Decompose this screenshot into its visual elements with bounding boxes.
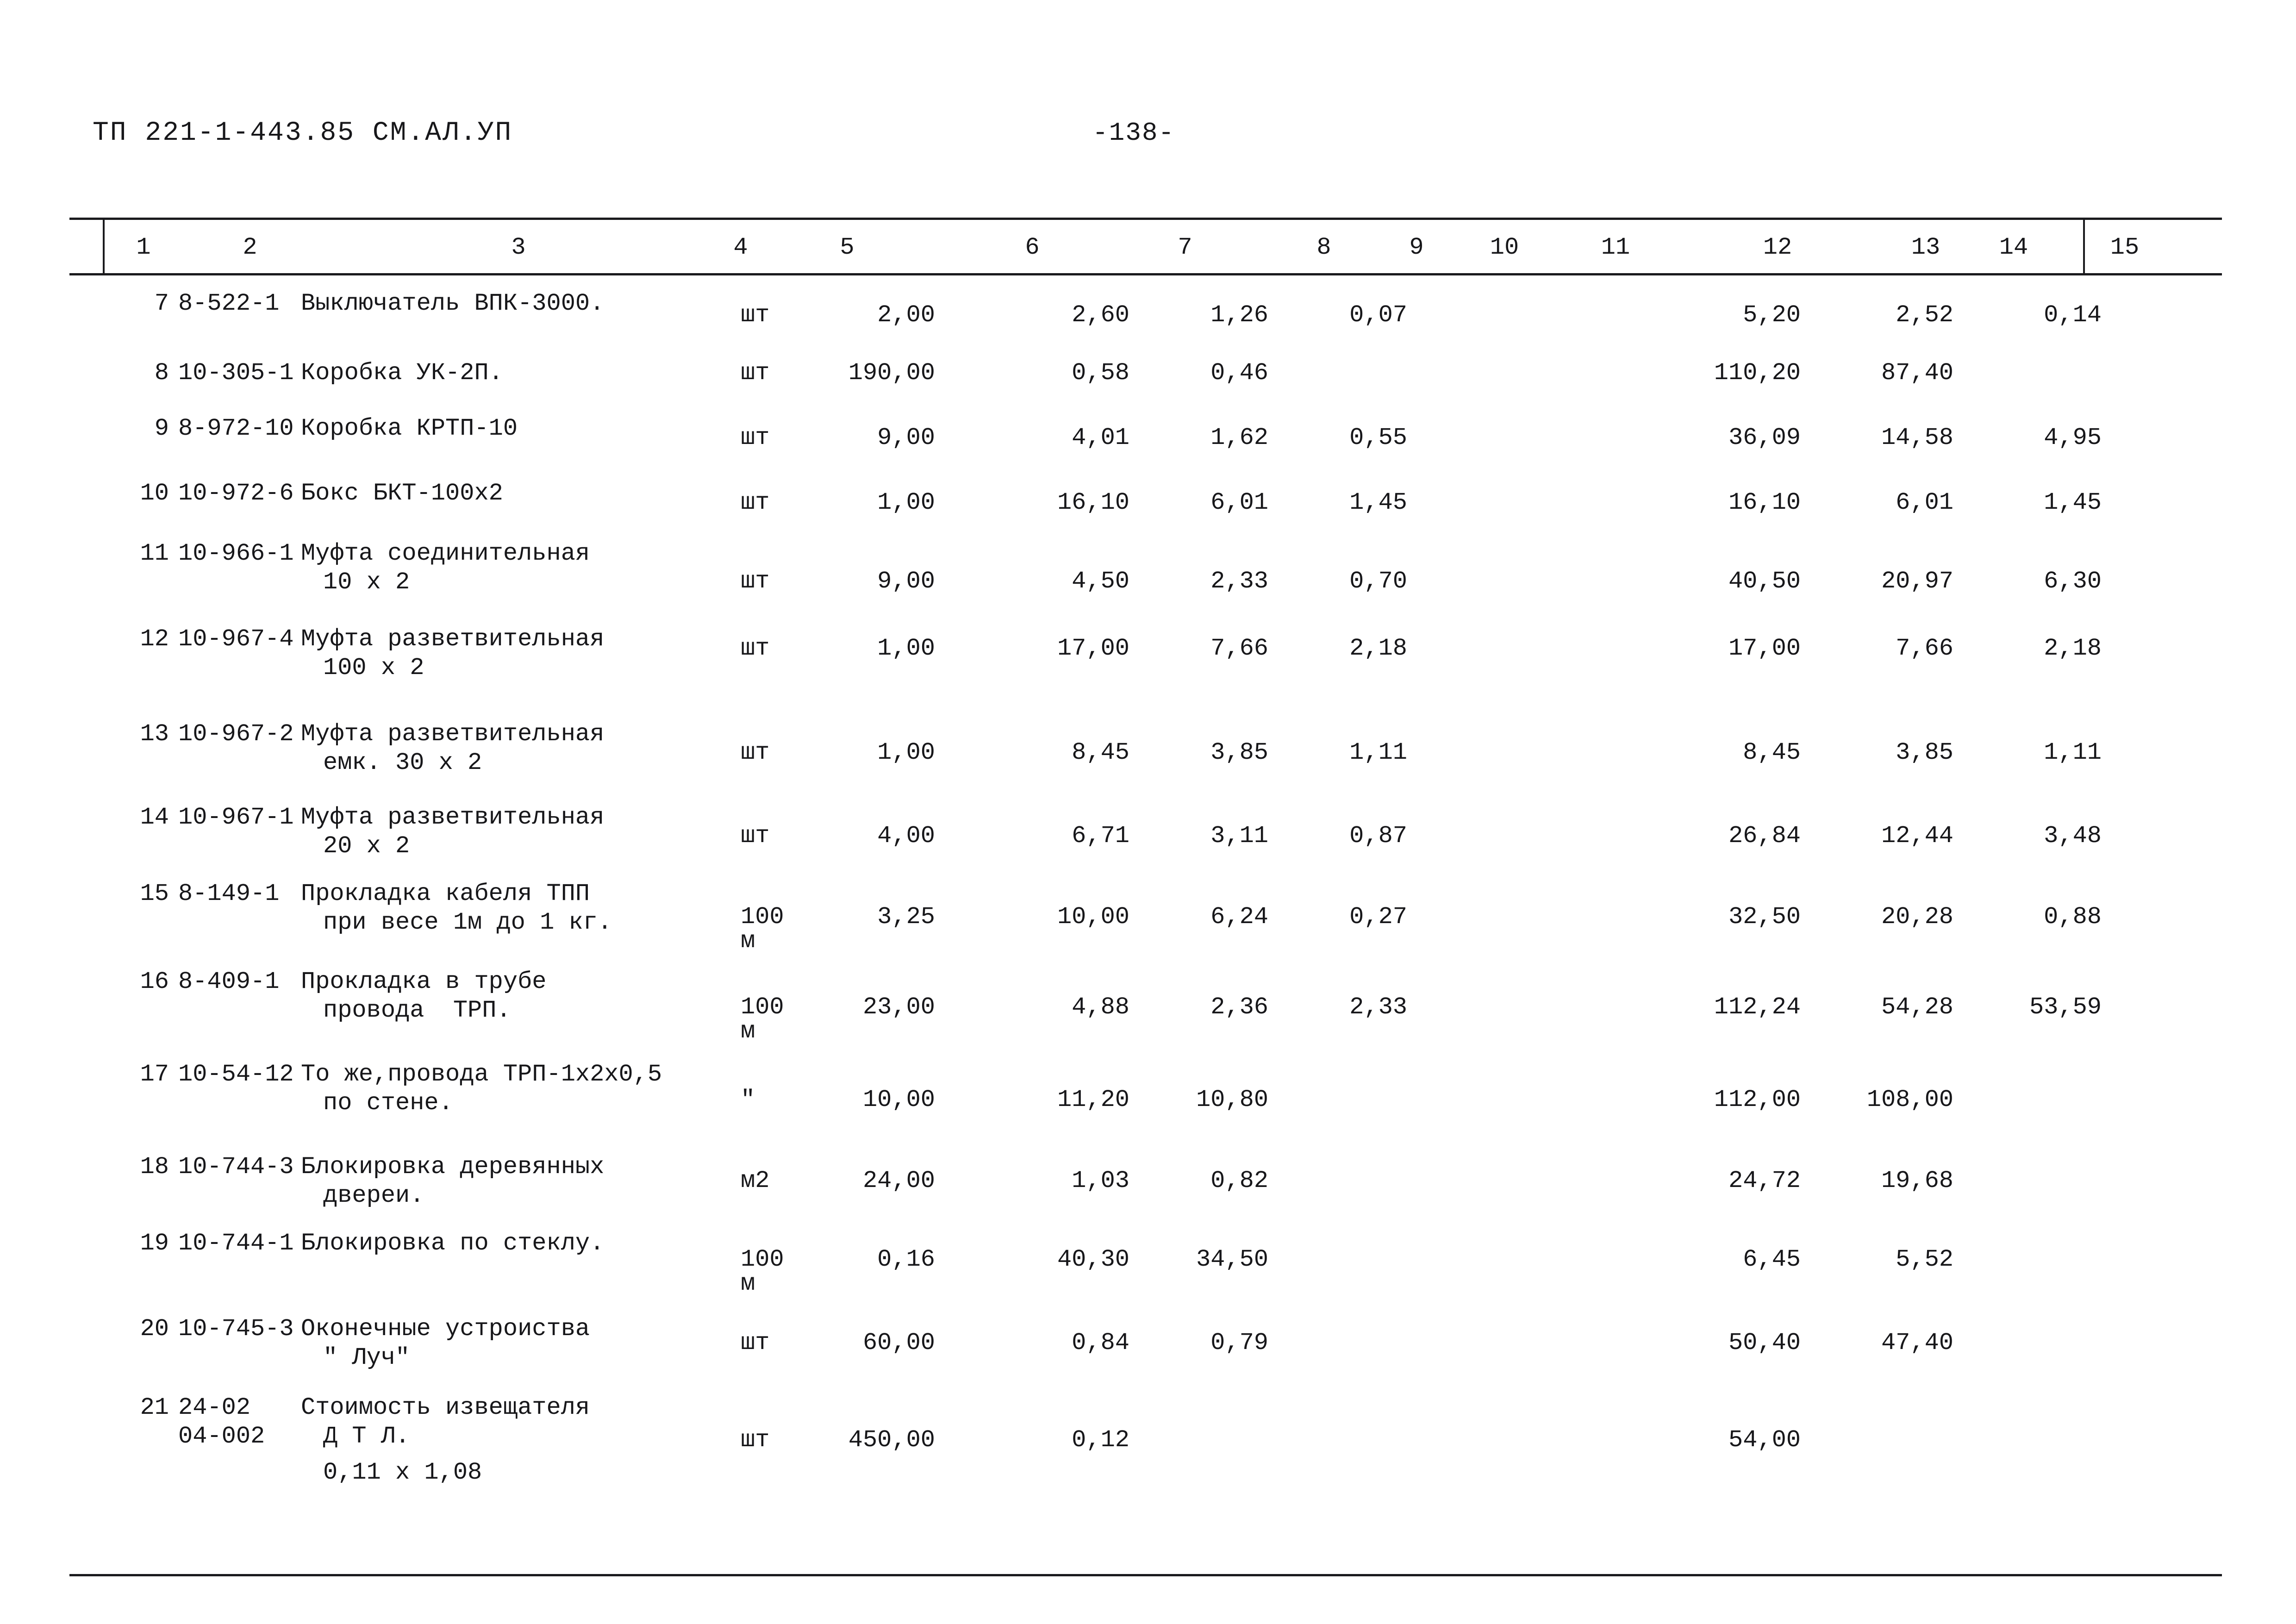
row-name: Блокировка по стеклу.	[301, 1230, 605, 1257]
row-code: 10-305-1	[178, 359, 294, 387]
table-left-divider	[103, 218, 105, 275]
row-number: 17	[140, 1061, 169, 1088]
row-code: 10-744-1	[178, 1230, 294, 1257]
row-value-col8: 0,70	[1349, 568, 1407, 595]
column-number-15: 15	[2110, 234, 2140, 261]
row-value-col14: 53,59	[2029, 993, 2102, 1021]
row-value-col13: 87,40	[1881, 359, 1953, 387]
row-name-line2: 20 х 2	[323, 832, 410, 860]
column-number-12: 12	[1763, 234, 1792, 261]
column-number-8: 8	[1316, 234, 1331, 261]
table-bottom-rule	[69, 1574, 2222, 1576]
row-value-col8: 2,33	[1349, 993, 1407, 1021]
row-value-col7: 0,82	[1210, 1167, 1268, 1194]
row-value-col8: 2,18	[1349, 635, 1407, 662]
row-value-col13: 14,58	[1881, 424, 1953, 451]
row-name-line2: при весе 1м до 1 кг.	[323, 909, 612, 936]
row-value-col14: 6,30	[2044, 568, 2102, 595]
row-quantity: 2,00	[877, 301, 935, 329]
row-quantity: 450,00	[848, 1426, 935, 1454]
row-value-col12: 112,24	[1714, 993, 1801, 1021]
row-value-col6: 2,60	[1072, 301, 1129, 329]
row-unit: шт	[741, 1329, 770, 1356]
row-code-line2: 04-002	[178, 1423, 265, 1450]
row-value-col14: 2,18	[2044, 635, 2102, 662]
row-value-col8: 1,45	[1349, 489, 1407, 516]
row-number: 10	[140, 480, 169, 507]
row-quantity: 9,00	[877, 424, 935, 451]
row-value-col13: 20,28	[1881, 903, 1953, 931]
row-value-col6: 6,71	[1072, 822, 1129, 849]
row-value-col6: 0,84	[1072, 1329, 1129, 1356]
row-value-col14: 4,95	[2044, 424, 2102, 451]
row-value-col7: 1,62	[1210, 424, 1268, 451]
row-unit: шт	[741, 568, 770, 595]
row-name: Оконечные устроиства	[301, 1315, 590, 1343]
row-quantity: 1,00	[877, 489, 935, 516]
row-value-col6: 11,20	[1057, 1086, 1129, 1113]
row-code: 10-967-1	[178, 804, 294, 831]
row-quantity: 24,00	[862, 1167, 935, 1194]
row-quantity: 1,00	[877, 635, 935, 662]
row-value-col14: 0,14	[2044, 301, 2102, 329]
row-value-col7: 0,46	[1210, 359, 1268, 387]
row-value-col14: 1,11	[2044, 739, 2102, 766]
row-value-col7: 3,85	[1210, 739, 1268, 766]
row-number: 8	[154, 359, 169, 387]
row-value-col7: 0,79	[1210, 1329, 1268, 1356]
row-name: Муфта разветвительная	[301, 720, 605, 748]
row-number: 12	[140, 625, 169, 653]
row-code: 8-972-10	[178, 415, 294, 442]
column-number-5: 5	[840, 234, 855, 261]
row-number: 18	[140, 1153, 169, 1181]
row-value-col7: 6,24	[1210, 903, 1268, 931]
row-value-col12: 17,00	[1728, 635, 1801, 662]
row-value-col8: 0,07	[1349, 301, 1407, 329]
row-value-col12: 26,84	[1728, 822, 1801, 849]
row-code: 10-745-3	[178, 1315, 294, 1343]
row-name-line2: двереи.	[323, 1182, 424, 1209]
row-value-col14: 0,88	[2044, 903, 2102, 931]
row-code: 10-967-4	[178, 625, 294, 653]
row-name: Блокировка деревянных	[301, 1153, 605, 1181]
column-number-13: 13	[1911, 234, 1940, 261]
row-value-col8: 0,55	[1349, 424, 1407, 451]
column-number-6: 6	[1025, 234, 1040, 261]
row-value-col7: 1,26	[1210, 301, 1268, 329]
row-value-col12: 110,20	[1714, 359, 1801, 387]
row-name: Стоимость извещателя	[301, 1394, 590, 1421]
row-value-col6: 4,50	[1072, 568, 1129, 595]
row-value-col13: 7,66	[1896, 635, 1953, 662]
row-value-col12: 50,40	[1728, 1329, 1801, 1356]
row-quantity: 0,16	[877, 1246, 935, 1273]
row-number: 15	[140, 880, 169, 907]
table-top-rule	[69, 218, 2222, 220]
column-number-7: 7	[1178, 234, 1192, 261]
row-number: 20	[140, 1315, 169, 1343]
row-code: 10-744-3	[178, 1153, 294, 1181]
row-value-col13: 6,01	[1896, 489, 1953, 516]
row-name: Коробка КРТП-10	[301, 415, 518, 442]
row-value-col12: 16,10	[1728, 489, 1801, 516]
row-unit: шт	[741, 424, 770, 451]
row-name: Бокс БКТ-100х2	[301, 480, 503, 507]
row-value-col6: 10,00	[1057, 903, 1129, 931]
row-unit: 100	[741, 1246, 784, 1273]
row-value-col6: 4,88	[1072, 993, 1129, 1021]
row-value-col13: 19,68	[1881, 1167, 1953, 1194]
row-number: 21	[140, 1394, 169, 1421]
row-value-col13: 5,52	[1896, 1246, 1953, 1273]
row-name: Прокладка в трубе	[301, 968, 547, 995]
column-number-11: 11	[1601, 234, 1630, 261]
row-value-col8: 0,87	[1349, 822, 1407, 849]
row-quantity: 1,00	[877, 739, 935, 766]
row-value-col7: 10,80	[1196, 1086, 1268, 1113]
row-name-line2: Д Т Л.	[323, 1423, 410, 1450]
document-code: ТП 221-1-443.85 СМ.АЛ.УП	[93, 118, 513, 148]
row-quantity: 3,25	[877, 903, 935, 931]
row-value-col12: 6,45	[1743, 1246, 1801, 1273]
row-value-col13: 54,28	[1881, 993, 1953, 1021]
row-number: 19	[140, 1230, 169, 1257]
row-value-col6: 16,10	[1057, 489, 1129, 516]
row-code: 10-966-1	[178, 540, 294, 567]
row-value-col7: 34,50	[1196, 1246, 1268, 1273]
row-quantity: 190,00	[848, 359, 935, 387]
row-name-line2: 10 х 2	[323, 568, 410, 596]
row-quantity: 60,00	[862, 1329, 935, 1356]
row-value-col7: 2,33	[1210, 568, 1268, 595]
row-unit: "	[741, 1086, 755, 1113]
row-value-col6: 40,30	[1057, 1246, 1129, 1273]
row-value-col8: 0,27	[1349, 903, 1407, 931]
row-value-col7: 7,66	[1210, 635, 1268, 662]
row-value-col6: 8,45	[1072, 739, 1129, 766]
row-value-col13: 47,40	[1881, 1329, 1953, 1356]
row-value-col14: 1,45	[2044, 489, 2102, 516]
column-number-4: 4	[733, 234, 748, 261]
column-number-14: 14	[1999, 234, 2028, 261]
row-value-col7: 3,11	[1210, 822, 1268, 849]
row-value-col6: 4,01	[1072, 424, 1129, 451]
row-unit: м2	[741, 1167, 770, 1194]
row-name: Муфта соединительная	[301, 540, 590, 567]
row-value-col14: 3,48	[2044, 822, 2102, 849]
column-number-2: 2	[243, 234, 257, 261]
row-quantity: 4,00	[877, 822, 935, 849]
row-name-line2: 100 х 2	[323, 654, 424, 681]
row-name: Муфта разветвительная	[301, 625, 605, 653]
row-value-col12: 32,50	[1728, 903, 1801, 931]
row-unit-line2: м	[741, 1270, 755, 1297]
row-number: 9	[154, 415, 169, 442]
row-quantity: 23,00	[862, 993, 935, 1021]
row-value-col7: 6,01	[1210, 489, 1268, 516]
row-name-line3: 0,11 х 1,08	[323, 1459, 482, 1486]
row-unit: шт	[741, 359, 770, 387]
row-code: 10-967-2	[178, 720, 294, 748]
row-value-col13: 12,44	[1881, 822, 1953, 849]
row-code: 10-54-12	[178, 1061, 294, 1088]
row-unit: шт	[741, 635, 770, 662]
row-value-col6: 0,58	[1072, 359, 1129, 387]
row-value-col12: 112,00	[1714, 1086, 1801, 1113]
row-unit: 100	[741, 993, 784, 1021]
row-value-col13: 2,52	[1896, 301, 1953, 329]
column-number-1: 1	[136, 234, 151, 261]
row-unit: шт	[741, 489, 770, 516]
row-name: Коробка УК-2П.	[301, 359, 503, 387]
row-name-line2: емк. 30 х 2	[323, 749, 482, 776]
row-value-col12: 40,50	[1728, 568, 1801, 595]
row-value-col8: 1,11	[1349, 739, 1407, 766]
row-code: 8-409-1	[178, 968, 280, 995]
row-value-col13: 3,85	[1896, 739, 1953, 766]
row-name: То же,провода ТРП-1х2х0,5	[301, 1061, 662, 1088]
row-quantity: 10,00	[862, 1086, 935, 1113]
row-value-col6: 17,00	[1057, 635, 1129, 662]
row-number: 11	[140, 540, 169, 567]
row-number: 13	[140, 720, 169, 748]
row-unit-line2: м	[741, 927, 755, 955]
column-number-9: 9	[1409, 234, 1424, 261]
row-quantity: 9,00	[877, 568, 935, 595]
row-value-col6: 1,03	[1072, 1167, 1129, 1194]
row-code: 10-972-6	[178, 480, 294, 507]
row-name-line2: по стене.	[323, 1089, 453, 1117]
row-value-col12: 36,09	[1728, 424, 1801, 451]
row-value-col12: 5,20	[1743, 301, 1801, 329]
row-unit: шт	[741, 301, 770, 329]
row-name: Прокладка кабеля ТПП	[301, 880, 590, 907]
row-value-col12: 8,45	[1743, 739, 1801, 766]
row-name-line2: провода ТРП.	[323, 997, 511, 1024]
row-number: 16	[140, 968, 169, 995]
row-value-col7: 2,36	[1210, 993, 1268, 1021]
row-value-col13: 108,00	[1866, 1086, 1953, 1113]
row-value-col12: 24,72	[1728, 1167, 1801, 1194]
row-code: 24-02	[178, 1394, 251, 1421]
row-code: 8-149-1	[178, 880, 280, 907]
row-unit: шт	[741, 1426, 770, 1454]
table-right-divider	[2083, 218, 2085, 275]
row-number: 7	[154, 290, 169, 317]
row-value-col12: 54,00	[1728, 1426, 1801, 1454]
page-number: -138-	[1092, 118, 1175, 148]
row-value-col13: 20,97	[1881, 568, 1953, 595]
row-unit: 100	[741, 903, 784, 931]
column-number-3: 3	[511, 234, 526, 261]
row-unit-line2: м	[741, 1018, 755, 1045]
row-name: Муфта разветвительная	[301, 804, 605, 831]
row-unit: шт	[741, 822, 770, 849]
row-code: 8-522-1	[178, 290, 280, 317]
table-header-rule	[69, 273, 2222, 275]
row-value-col6: 0,12	[1072, 1426, 1129, 1454]
row-number: 14	[140, 804, 169, 831]
row-unit: шт	[741, 739, 770, 766]
column-number-10: 10	[1490, 234, 1519, 261]
row-name-line2: " Луч"	[323, 1344, 410, 1371]
row-name: Выключатель ВПК-3000.	[301, 290, 605, 317]
